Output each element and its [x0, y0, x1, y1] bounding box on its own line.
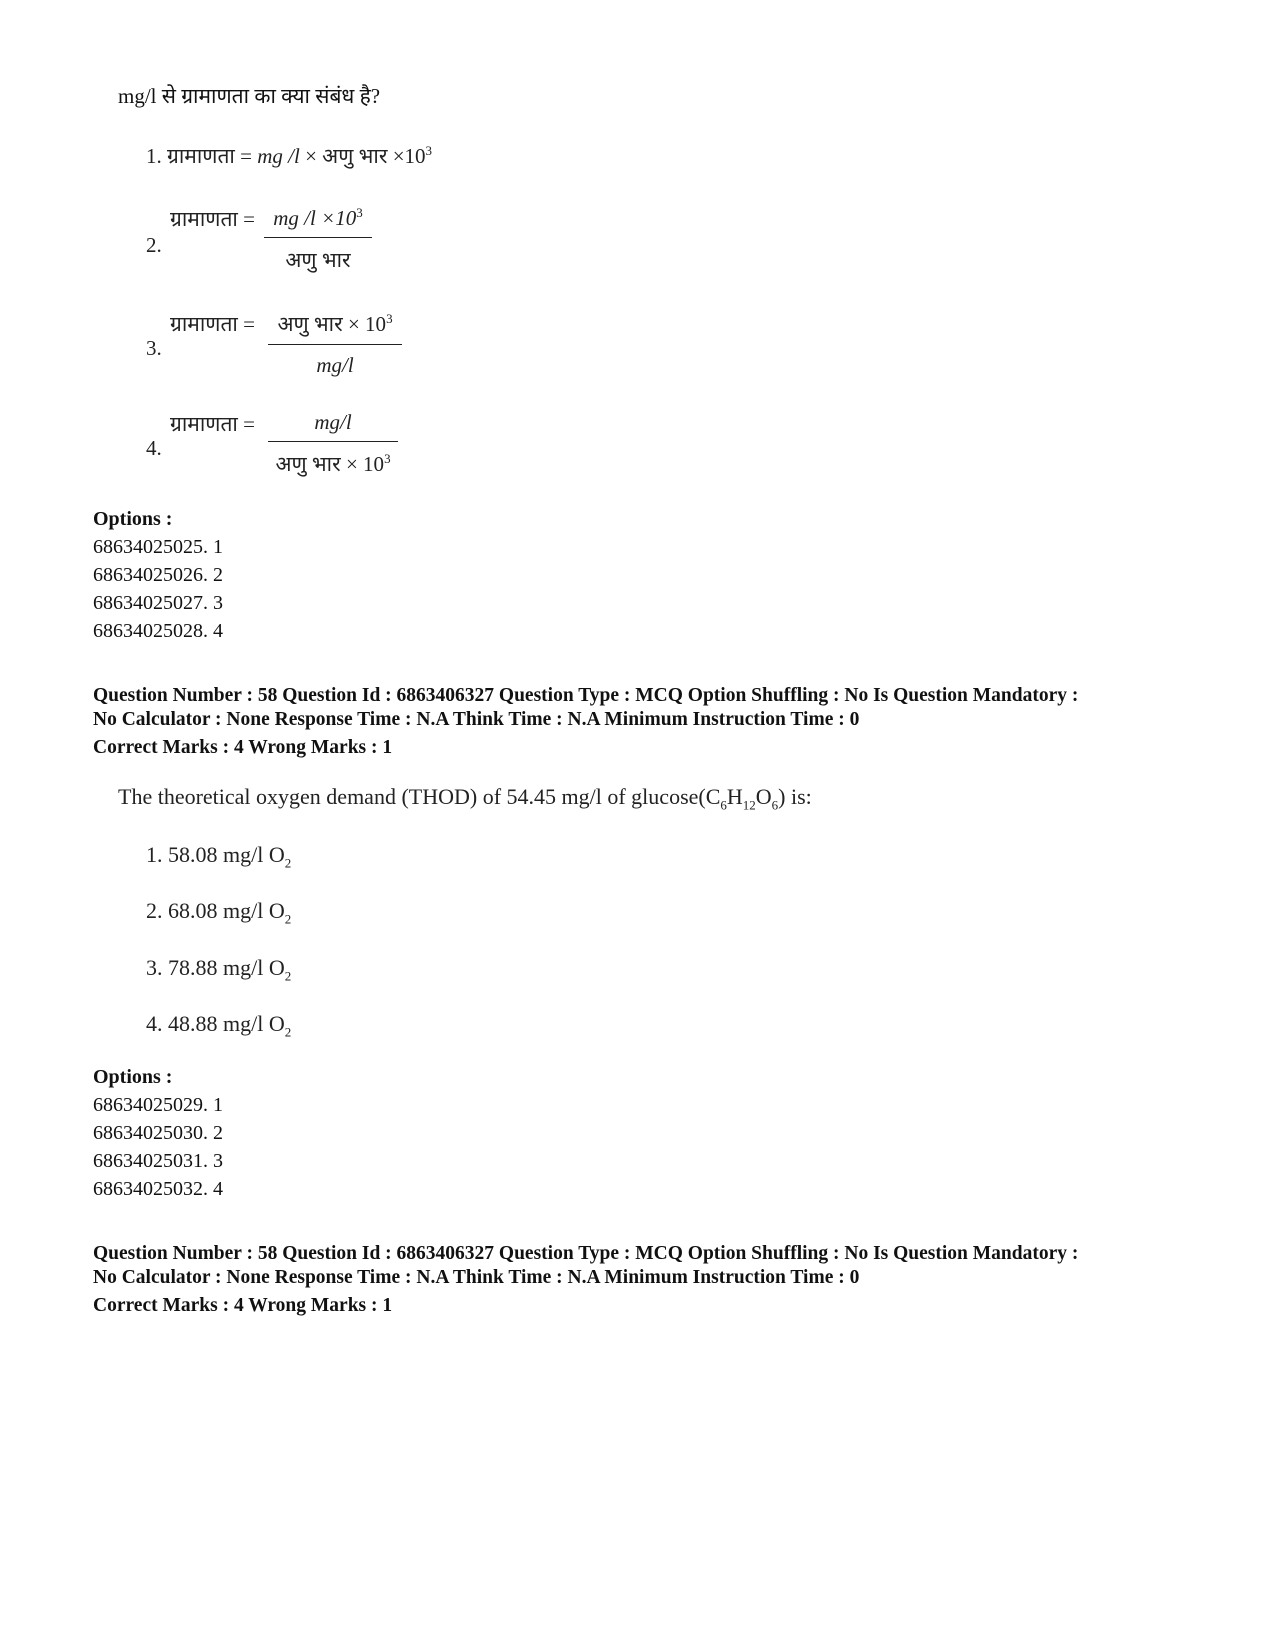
choice-1 — [146, 842, 291, 871]
meta-marks: Correct Marks : 4 Wrong Marks : 1 — [93, 737, 393, 758]
option-item: 68634025025. 1 — [93, 536, 223, 558]
meta-marks: Correct Marks : 4 Wrong Marks : 1 — [93, 1295, 393, 1316]
choice-lhs: ग्रामाणता = — [170, 207, 255, 231]
choice-text: 4. 48.88 mg/l O — [146, 1011, 285, 1036]
choice-exponent: 3 — [384, 451, 391, 466]
choice-lhs: ग्रामाणता = — [170, 412, 255, 436]
choice-exponent: 3 — [356, 205, 363, 220]
choice-text: 3. 78.88 mg/l O — [146, 955, 285, 980]
fraction-numerator: mg /l ×10 — [273, 206, 357, 230]
choice-text: 1. 58.08 mg/l O — [146, 842, 285, 867]
fraction-numerator: अणु भार × 10 — [277, 312, 387, 336]
choice-fraction — [268, 410, 398, 478]
choice-times: × — [305, 144, 317, 168]
fraction-denominator: mg/l — [316, 353, 354, 377]
options-header: Options : — [93, 508, 173, 530]
choice-fraction — [264, 205, 372, 274]
meta-line-2: No Calculator : None Response Time : N.A Think Time : N.A Minimum Instruction Time : 0 — [93, 709, 860, 730]
fraction-denominator: अणु भार — [285, 248, 351, 272]
stem-element: H — [726, 784, 743, 809]
choice-1 — [146, 142, 432, 170]
stem-subscript: 12 — [742, 797, 756, 813]
choice-2 — [146, 898, 291, 927]
choice-subscript: 2 — [284, 968, 292, 984]
choice-text: 2. 68.08 mg/l O — [146, 898, 285, 923]
choice-expr: mg /l — [257, 144, 300, 168]
fraction-numerator: mg/l — [268, 410, 398, 442]
choice-subscript: 2 — [284, 855, 292, 871]
choice-3 — [146, 955, 291, 984]
choice-number: 1. — [146, 144, 162, 168]
choice-4 — [146, 1011, 291, 1040]
option-item: 68634025029. 1 — [93, 1094, 223, 1116]
choice-subscript: 2 — [284, 911, 292, 927]
options-header: Options : — [93, 1066, 173, 1088]
choice-number: 3. — [146, 336, 162, 360]
stem-prefix: The theoretical oxygen demand (THOD) of 54.45 mg/l of glucose(C — [118, 784, 721, 809]
choice-fraction — [268, 310, 402, 378]
option-item: 68634025031. 3 — [93, 1150, 223, 1172]
stem-element: O — [755, 784, 772, 809]
meta-line-1: Question Number : 58 Question Id : 6863406327 Question Type : MCQ Option Shuffling : No Is Question Mandatory : — [93, 685, 1079, 706]
question-stem-hindi: mg/l से ग्रामाणता का क्या संबंध है? — [118, 84, 381, 108]
choice-number: 4. — [146, 436, 162, 460]
stem-subscript: 6 — [771, 797, 779, 813]
option-item: 68634025030. 2 — [93, 1122, 223, 1144]
choice-exponent: 3 — [386, 311, 393, 326]
meta-line-1: Question Number : 58 Question Id : 6863406327 Question Type : MCQ Option Shuffling : No Is Question Mandatory : — [93, 1243, 1079, 1264]
choice-number: 2. — [146, 233, 162, 257]
stem-subscript: 6 — [720, 797, 727, 813]
option-item: 68634025026. 2 — [93, 564, 223, 586]
stem-suffix: ) is: — [778, 784, 812, 809]
choice-lhs: ग्रामाणता = — [167, 144, 252, 168]
meta-line-2: No Calculator : None Response Time : N.A Think Time : N.A Minimum Instruction Time : 0 — [93, 1267, 860, 1288]
option-item: 68634025028. 4 — [93, 620, 223, 642]
choice-subscript: 2 — [284, 1024, 292, 1040]
fraction-denominator: अणु भार × 10 — [275, 452, 385, 476]
question-meta — [93, 1242, 1213, 1318]
choice-lhs: ग्रामाणता = — [170, 312, 255, 336]
choice-exponent: 3 — [425, 143, 433, 158]
choice-word: अणु भार — [322, 144, 388, 168]
choice-power: ×10 — [392, 144, 426, 168]
question-stem-english — [118, 784, 812, 813]
option-item: 68634025032. 4 — [93, 1178, 223, 1200]
option-item: 68634025027. 3 — [93, 592, 223, 614]
question-meta — [93, 684, 1213, 760]
